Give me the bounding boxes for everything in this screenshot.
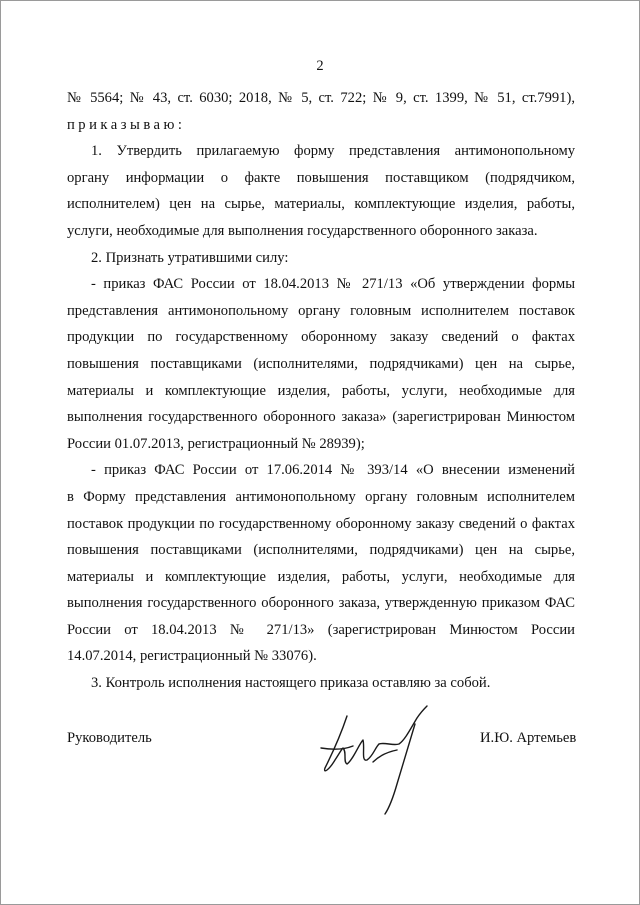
- signatory-position: Руководитель: [67, 730, 152, 746]
- text-line: - приказ ФАС России от 17.06.2014 № 393/14 «О внесении изменений: [91, 462, 575, 479]
- text-line: повышения поставщиками (исполнителями, подрядчиками) цен на сырье,: [67, 355, 575, 372]
- text-line: услуги, необходимые для выполнения государственного оборонного заказа.: [67, 222, 538, 239]
- text-line: продукции по государственному оборонному заказу сведений о фактах: [67, 329, 575, 346]
- text-line: - приказ ФАС России от 18.04.2013 № 271/13 «Об утверждении формы: [91, 276, 575, 293]
- handwritten-signature: [313, 704, 443, 816]
- text-line: органу информации о факте повышения поставщиком (подрядчиком,: [67, 169, 575, 186]
- page-number: 2: [316, 58, 324, 74]
- text-line: материалы и комплектующие изделия, работы, услуги, необходимые для: [67, 568, 575, 585]
- text-line: в Форму представления антимонопольному органу головным исполнителем: [67, 488, 575, 505]
- text-line: материалы и комплектующие изделия, работы, услуги, необходимые для: [67, 382, 575, 399]
- text-line: России 01.07.2013, регистрационный № 28939);: [67, 435, 365, 452]
- text-line: России от 18.04.2013 № 271/13» (зарегистрирован Минюстом России: [67, 621, 575, 638]
- text-line: № 5564; № 43, ст. 6030; 2018, № 5, ст. 722; № 9, ст. 1399, № 51, ст.7991),: [67, 90, 575, 106]
- text-line: повышения поставщиками (исполнителями, подрядчиками) цен на сырье,: [67, 542, 575, 559]
- text-line: 14.07.2014, регистрационный № 33076).: [67, 648, 317, 665]
- text-line: 1. Утвердить прилагаемую форму представления антимонопольному: [91, 143, 575, 160]
- text-line: исполнителем) цен на сырье, материалы, комплектующие изделия, работы,: [67, 196, 575, 213]
- text-line: выполнения государственного оборонного заказа, утвержденную приказом ФАС: [67, 595, 575, 612]
- text-line: 3. Контроль исполнения настоящего приказа оставляю за собой.: [91, 675, 491, 692]
- signatory-name: И.Ю. Артемьев: [480, 730, 577, 746]
- text-line: 2. Признать утратившими силу:: [91, 249, 289, 266]
- text-line: поставок продукции по государственному оборонному заказу сведений о фактах: [67, 515, 575, 532]
- order-verb: приказываю:: [67, 116, 186, 133]
- text-line: представления антимонопольному органу головным исполнителем поставок: [67, 302, 575, 319]
- document-body: [67, 85, 575, 697]
- text-line: выполнения государственного оборонного заказа» (зарегистрирован Минюстом: [67, 409, 575, 426]
